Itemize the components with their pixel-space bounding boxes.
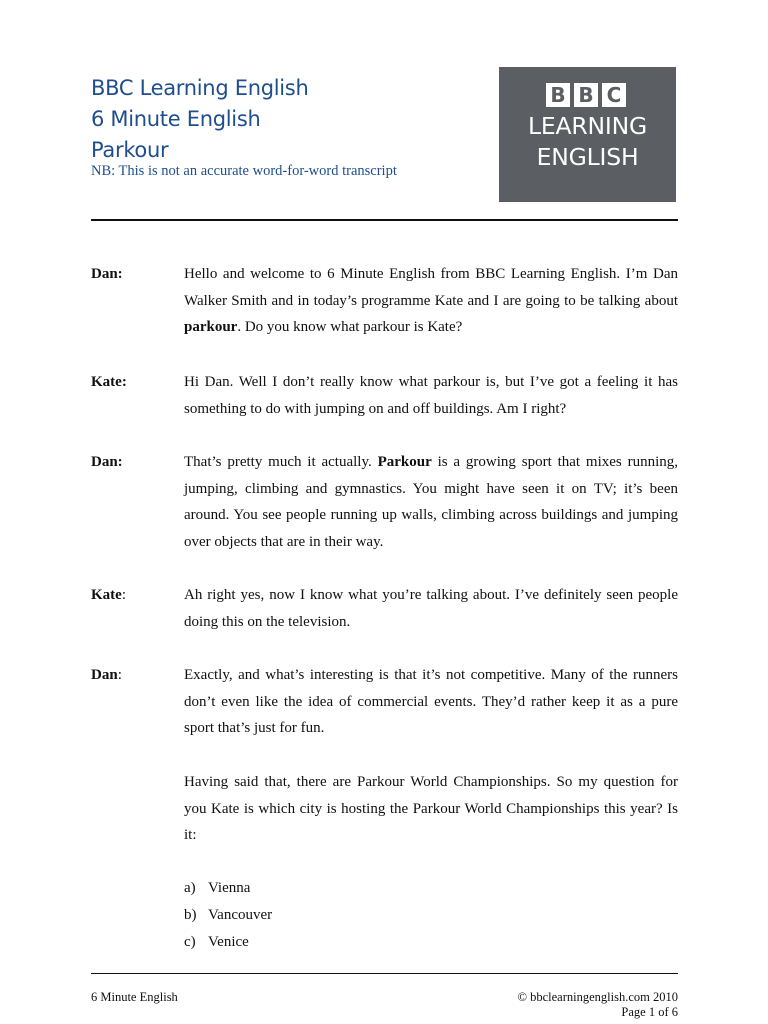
dialogue-text: is a growing sport that mixes running, jumping, climbing and gymnastics. You might have seen it on TV; it’s been around. You see people running up walls, climbing across buildings and jumping over objects that are in their way. <box>184 454 678 551</box>
speaker-label <box>91 662 122 689</box>
dialogue-text: . Do you know what parkour is Kate? <box>237 319 463 336</box>
header-subtitle: 6 Minute English <box>91 107 261 131</box>
dialogue-text: Ah right yes, now I know what you’re talking about. I’ve definitely seen people doing this on the television. <box>184 587 678 630</box>
dialogue-paragraph <box>184 261 678 341</box>
quiz-option <box>184 902 272 929</box>
logo-word-english: ENGLISH <box>536 143 639 171</box>
option-text: Vienna <box>208 880 251 896</box>
logo-word-learning: LEARNING <box>527 112 648 140</box>
option-letter: c) <box>184 934 196 950</box>
footer-divider <box>91 973 678 974</box>
footer-series-title: 6 Minute English <box>91 990 178 1004</box>
dialogue-text: Hello and welcome to 6 Minute English from BBC Learning English. I’m Dan Walker Smith and in today’s programme Kate and I are going to be talking about <box>184 266 678 309</box>
bbc-blocks <box>546 83 626 107</box>
dialogue-paragraph <box>184 662 678 742</box>
quiz-option <box>184 929 249 956</box>
dialogue-text: Exactly, and what’s interesting is that it’s not competitive. Many of the runners don’t even like the idea of commercial events. They’d rather keep it as a pure sport that’s just for fun. <box>184 667 678 737</box>
bbc-learning-english-logo <box>499 67 676 202</box>
dialogue-text: That’s pretty much it actually. <box>184 454 378 470</box>
speaker-label: Kate: <box>91 374 127 390</box>
option-letter: a) <box>184 880 196 896</box>
option-text: Vancouver <box>208 907 273 923</box>
header-divider <box>91 219 678 221</box>
page-number: Page 1 of 6 <box>621 1005 678 1019</box>
copyright-text: © bbclearningenglish.com 2010 <box>517 990 678 1004</box>
dialogue-paragraph <box>184 449 678 556</box>
key-term: Parkour <box>377 454 432 470</box>
dialogue-paragraph <box>184 369 678 422</box>
option-text: Venice <box>208 934 249 950</box>
dialogue-text: Hi Dan. Well I don’t really know what parkour is, but I’ve got a feeling it has something to do with jumping on and off buildings. Am I right? <box>184 374 678 417</box>
transcript-note: NB: This is not an accurate word-for-word transcript <box>91 163 397 179</box>
option-letter: b) <box>184 907 197 923</box>
speaker-colon: : <box>117 667 122 683</box>
logo-block-b1: B <box>546 83 570 107</box>
speaker-colon: : <box>121 587 126 603</box>
dialogue-text: Having said that, there are Parkour World Championships. So my question for you Kate is which city is hosting the Parkour World Championships this year? Is it: <box>184 774 678 844</box>
header-topic: Parkour <box>91 138 169 162</box>
dialogue-paragraph <box>184 582 678 635</box>
key-term: parkour <box>184 319 238 336</box>
quiz-option <box>184 875 250 902</box>
header-title: BBC Learning English <box>91 76 309 100</box>
dialogue-paragraph <box>184 769 678 849</box>
speaker-label <box>91 582 126 609</box>
footer-copyright <box>517 990 678 1020</box>
speaker-label: Dan: <box>91 266 123 282</box>
logo-block-c: C <box>602 83 626 107</box>
speaker-name: Kate <box>91 587 122 603</box>
speaker-name: Dan <box>91 667 118 683</box>
logo-block-b2: B <box>574 83 598 107</box>
speaker-label: Dan: <box>91 454 123 470</box>
